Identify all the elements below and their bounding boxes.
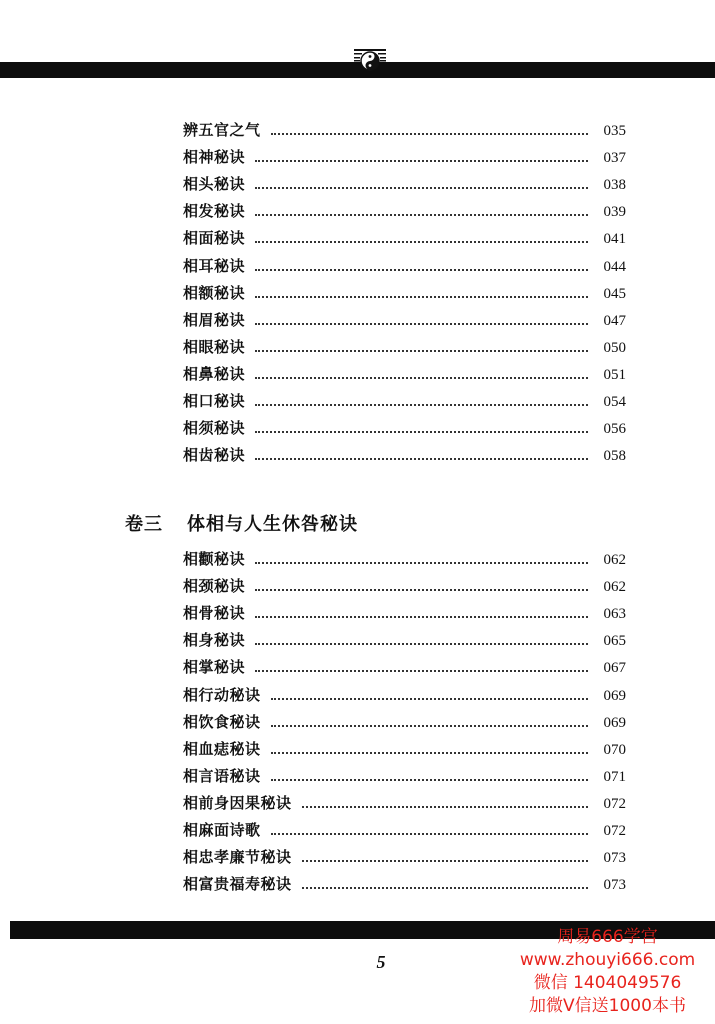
toc-entry-title: 相头秘诀 [183,175,246,194]
toc-entry-title: 相行动秘诀 [183,685,261,704]
toc-entry [183,603,626,623]
dot-leader [255,350,588,352]
toc-entry [183,120,626,140]
dot-leader [271,833,588,835]
toc-entry-title: 相鼻秘诀 [183,364,246,383]
toc-entry-page: 067 [603,660,626,677]
dot-leader [255,160,588,162]
dot-leader [255,458,588,460]
toc-entry-title: 相掌秘诀 [183,658,246,677]
toc-entry [183,337,626,357]
dot-leader [271,133,588,135]
toc-entry-title: 相前身因果秘诀 [183,793,292,812]
dot-leader [255,214,588,216]
toc-entry [183,174,626,194]
toc-entry [183,549,626,569]
toc-entry-title: 相富贵福寿秘诀 [183,875,292,894]
toc-entry [183,576,626,596]
dot-leader [255,589,588,591]
toc-entry [183,256,626,276]
toc-entry-page: 039 [603,204,626,221]
toc-entry-page: 062 [603,579,626,596]
toc-entry-title: 相耳秘诀 [183,256,246,275]
dot-leader [271,725,588,727]
watermark-line-4: 加微V信送1000本书 [529,996,686,1016]
toc-entry-title: 相血痣秘诀 [183,739,261,758]
toc-entry [183,766,626,786]
toc-entry-page: 062 [603,552,626,568]
section-title: 体相与人生休咎秘诀 [187,514,358,535]
toc-entry-title: 相口秘诀 [183,392,246,410]
dot-leader [255,404,588,406]
toc-entry [183,820,626,840]
dot-leader [255,377,588,379]
toc-entry [183,847,626,867]
dot-leader [302,860,588,862]
toc-entry [183,739,626,759]
toc-entry-title: 相齿秘诀 [183,446,246,465]
dot-leader [255,241,588,243]
toc-entry-page: 072 [603,795,626,812]
page-number: 5 [376,952,386,972]
dot-leader [255,670,588,672]
toc-entry-page: 056 [603,421,626,438]
toc-entry [183,712,626,732]
toc-entry-title: 相额秘诀 [183,283,246,302]
toc-entry-page: 044 [603,258,626,275]
toc-entry [183,685,626,705]
toc-entry-title: 相颈秘诀 [183,577,246,596]
toc-entry-page: 054 [603,394,626,410]
toc-entry-title: 相眉秘诀 [183,310,246,329]
dot-leader [255,562,588,564]
toc-entry [183,283,626,303]
toc-entry-page: 050 [603,339,626,356]
section-heading [125,511,358,535]
toc-entry [183,391,626,411]
toc-entry-page: 058 [603,448,626,465]
toc-entry-title: 辨五官之气 [183,121,261,139]
toc-entry-title: 相言语秘诀 [183,766,261,785]
toc-entry-page: 069 [603,687,626,704]
toc-entry-title: 相颧秘诀 [183,550,246,568]
toc-entry-title: 相发秘诀 [183,202,246,221]
toc-entry [183,874,626,894]
toc-entry [183,657,626,677]
dot-leader [271,698,588,700]
dot-leader [302,806,588,808]
dot-leader [271,752,588,754]
toc-entry [183,228,626,248]
toc-entry [183,364,626,384]
toc-entry-page: 073 [603,877,626,894]
toc-entry-page: 047 [603,312,626,329]
toc-entry [183,418,626,438]
toc-entry-title: 相须秘诀 [183,419,246,438]
toc-entry-page: 063 [603,606,626,623]
toc-entry-page: 035 [603,123,626,139]
toc-entry-title: 相饮食秘诀 [183,712,261,731]
toc-entry-page: 037 [603,150,626,167]
dot-leader [255,431,588,433]
toc-entry [183,310,626,330]
dot-leader [302,887,588,889]
toc-entry-title: 相眼秘诀 [183,337,246,356]
toc-entry-page: 051 [603,366,626,383]
yin-yang-bagua-icon [350,37,390,77]
toc-entry-page: 065 [603,633,626,650]
watermark-line-2: www.zhouyi666.com [519,950,696,970]
dot-leader [255,616,588,618]
toc-entry [183,201,626,221]
toc-entry-title: 相忠孝廉节秘诀 [183,848,292,867]
dot-leader [255,269,588,271]
toc-entry-title: 相身秘诀 [183,631,246,650]
toc-entry-title: 相神秘诀 [183,148,246,167]
toc-entry-page: 041 [603,231,626,248]
watermark [500,926,715,1018]
toc-entry-title: 相面秘诀 [183,229,246,248]
toc-entry-page: 070 [603,741,626,758]
toc-entry-title: 相麻面诗歌 [183,821,261,839]
section-label: 卷三 [125,514,163,535]
toc-entry [183,630,626,650]
toc-entry [183,793,626,813]
toc-entry-page: 072 [603,823,626,839]
toc-entry [183,445,626,465]
dot-leader [255,187,588,189]
dot-leader [255,323,588,325]
dot-leader [255,643,588,645]
toc-entry [183,147,626,167]
toc-entry-page: 073 [603,850,626,867]
toc-entry-page: 045 [603,285,626,302]
watermark-line-3: 微信 1404049576 [533,973,682,993]
dot-leader [255,296,588,298]
toc-entry-page: 071 [603,768,626,785]
toc-entry-page: 038 [603,177,626,194]
toc-entry-page: 069 [603,714,626,731]
dot-leader [271,779,588,781]
toc-entry-title: 相骨秘诀 [183,604,246,623]
watermark-line-1: 周易666学宫 [557,927,658,947]
